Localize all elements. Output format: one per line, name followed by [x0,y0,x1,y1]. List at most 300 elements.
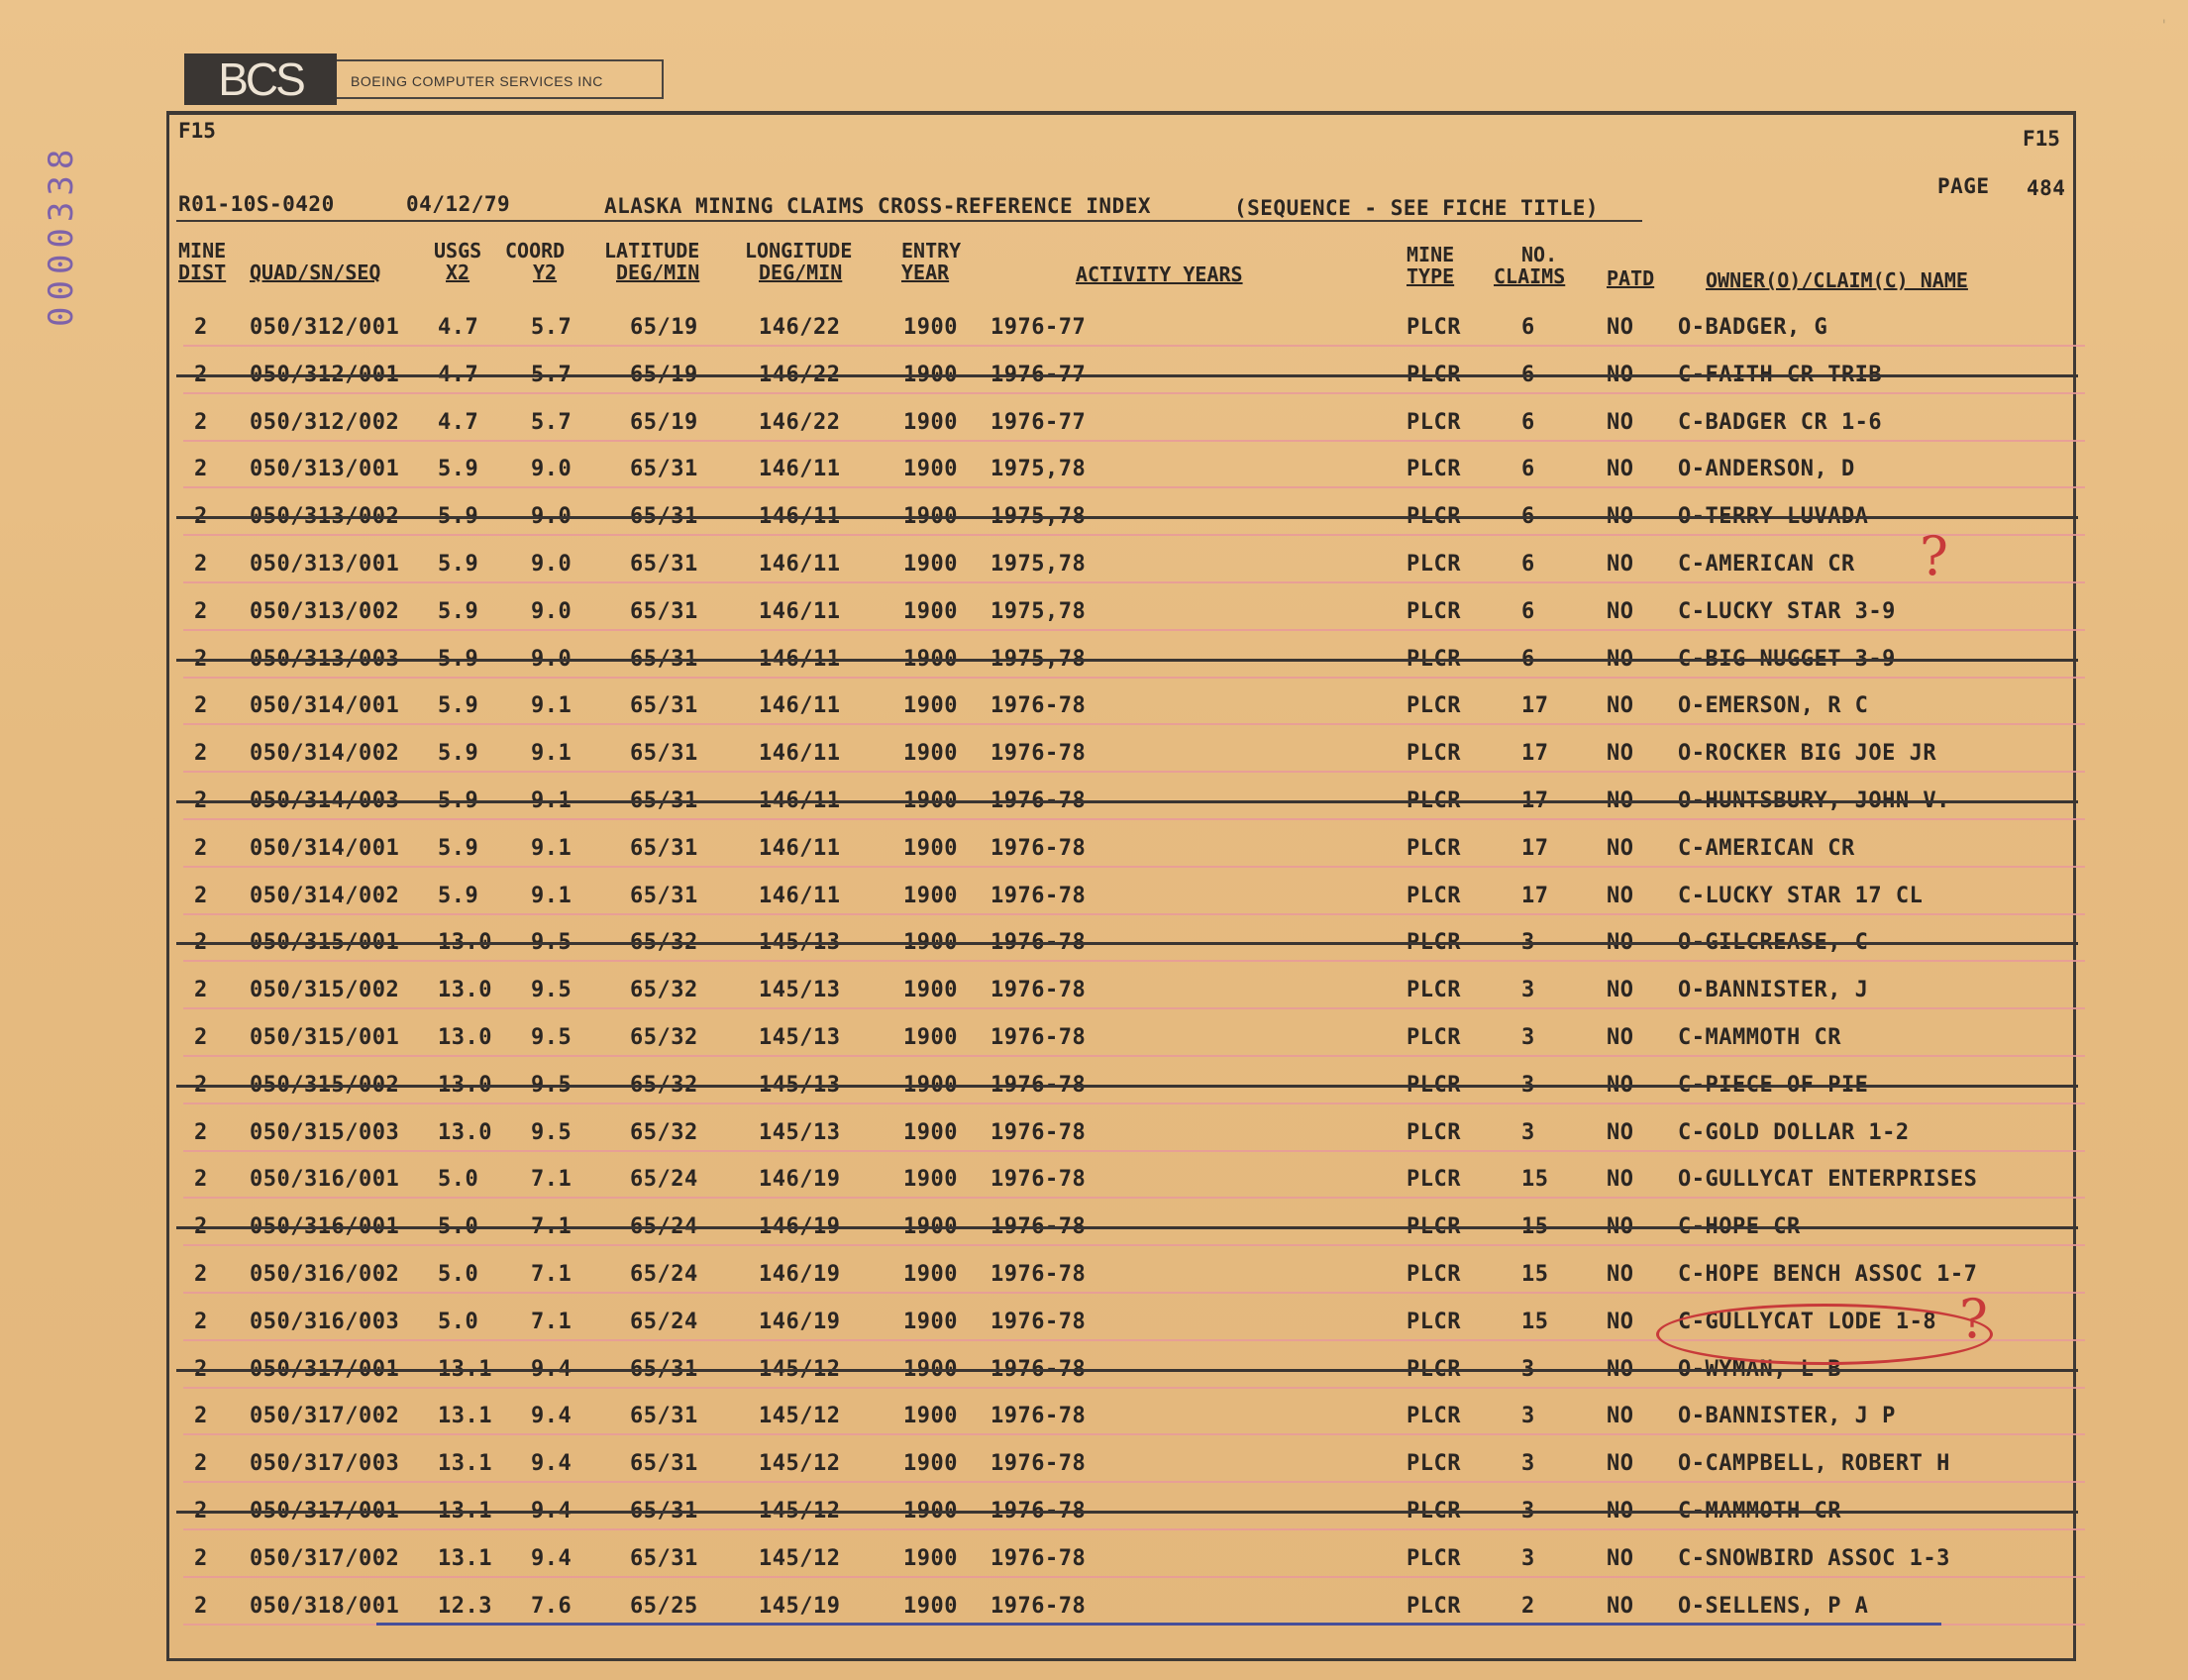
latitude-cell: 65/19 [630,363,698,387]
table-row [0,542,2188,589]
table-row [0,1536,2188,1584]
entry-year-cell: 1900 [903,1546,958,1571]
owner-claim-name-cell: C-FAITH CR TRIB [1678,363,1883,387]
ruled-line [183,960,2085,962]
col-header-year: ENTRY YEAR [901,239,962,284]
ruled-line [183,1197,2085,1199]
quad-sn-seq-cell: 050/312/001 [250,363,400,387]
company-name: BOEING COMPUTER SERVICES INC [337,59,664,99]
mine-type-cell: PLCR [1407,788,1461,813]
coord-y2-cell: 9.0 [531,599,573,624]
no-claims-cell: 17 [1521,836,1549,861]
mine-type-cell: PLCR [1407,457,1461,481]
ruled-line [183,486,2085,488]
table-row [0,589,2188,637]
no-claims-cell: 6 [1521,504,1535,529]
usgs-x2-cell: 13.1 [438,1451,492,1476]
table-row [0,968,2188,1015]
patd-cell: NO [1607,1310,1634,1334]
usgs-x2-cell: 5.9 [438,647,479,672]
report-date: 04/12/79 [406,192,511,216]
table-row [0,731,2188,779]
entry-year-cell: 1900 [903,647,958,672]
no-claims-cell: 17 [1521,884,1549,908]
blue-pen-line [376,1623,1941,1626]
entry-year-cell: 1900 [903,1404,958,1428]
coord-y2-cell: 9.1 [531,788,573,813]
usgs-x2-cell: 4.7 [438,315,479,340]
latitude-cell: 65/24 [630,1310,698,1334]
coord-y2-cell: 9.5 [531,930,573,955]
latitude-cell: 65/31 [630,504,698,529]
usgs-x2-cell: 13.1 [438,1546,492,1571]
latitude-cell: 65/32 [630,1025,698,1050]
coord-y2-cell: 9.5 [531,1120,573,1145]
sequence-stamp: 0000338 [42,143,81,327]
usgs-x2-cell: 13.1 [438,1499,492,1523]
coord-y2-cell: 7.6 [531,1594,573,1619]
longitude-cell: 145/12 [759,1499,841,1523]
mine-dist-cell: 2 [194,1262,208,1287]
activity-years-cell: 1976-78 [990,788,1087,813]
patd-cell: NO [1607,741,1634,766]
table-row [0,874,2188,921]
activity-years-cell: 1976-78 [990,836,1087,861]
activity-years-cell: 1976-78 [990,1073,1087,1098]
mine-dist-cell: 2 [194,504,208,529]
activity-years-cell: 1976-78 [990,741,1087,766]
latitude-cell: 65/24 [630,1214,698,1239]
no-claims-cell: 3 [1521,1546,1535,1571]
coord-y2-cell: 9.5 [531,978,573,1002]
mine-type-cell: PLCR [1407,504,1461,529]
mine-dist-cell: 2 [194,930,208,955]
longitude-cell: 146/11 [759,788,841,813]
no-claims-cell: 3 [1521,930,1535,955]
quad-sn-seq-cell: 050/313/003 [250,647,400,672]
patd-cell: NO [1607,1357,1634,1382]
usgs-x2-cell: 13.0 [438,978,492,1002]
bcs-logo: BCS [184,53,337,105]
activity-years-cell: 1976-78 [990,1357,1087,1382]
entry-year-cell: 1900 [903,1025,958,1050]
entry-year-cell: 1900 [903,1357,958,1382]
col-header-x2: USGS X2 [434,239,482,284]
ruled-line [183,677,2085,679]
entry-year-cell: 1900 [903,552,958,577]
ruled-line [183,771,2085,773]
quad-sn-seq-cell: 050/315/001 [250,1025,400,1050]
usgs-x2-cell: 4.7 [438,363,479,387]
ruled-line [183,392,2085,394]
mine-dist-cell: 2 [194,884,208,908]
owner-claim-name-cell: C-GULLYCAT LODE 1-8 [1678,1310,1937,1334]
patd-cell: NO [1607,1262,1634,1287]
no-claims-cell: 15 [1521,1167,1549,1192]
mine-type-cell: PLCR [1407,1167,1461,1192]
usgs-x2-cell: 13.1 [438,1357,492,1382]
report-id: R01-10S-0420 [178,192,335,216]
table-row [0,1205,2188,1252]
coord-y2-cell: 9.1 [531,836,573,861]
mine-dist-cell: 2 [194,1167,208,1192]
activity-years-cell: 1976-78 [990,1451,1087,1476]
mine-type-cell: PLCR [1407,363,1461,387]
quad-sn-seq-cell: 050/312/001 [250,315,400,340]
no-claims-cell: 17 [1521,788,1549,813]
no-claims-cell: 3 [1521,1499,1535,1523]
entry-year-cell: 1900 [903,741,958,766]
entry-year-cell: 1900 [903,363,958,387]
strike-through-line [176,942,2078,945]
table-row [0,494,2188,542]
no-claims-cell: 17 [1521,741,1549,766]
strike-through-line [176,1085,2078,1088]
mine-type-cell: PLCR [1407,693,1461,718]
mine-dist-cell: 2 [194,1546,208,1571]
table-row [0,920,2188,968]
owner-claim-name-cell: C-AMERICAN CR [1678,552,1855,577]
entry-year-cell: 1900 [903,1451,958,1476]
latitude-cell: 65/32 [630,1073,698,1098]
quad-sn-seq-cell: 050/314/003 [250,788,400,813]
latitude-cell: 65/19 [630,410,698,435]
activity-years-cell: 1976-78 [990,1404,1087,1428]
latitude-cell: 65/31 [630,1404,698,1428]
usgs-x2-cell: 5.9 [438,836,479,861]
mine-dist-cell: 2 [194,1073,208,1098]
col-header-owner: OWNER(O)/CLAIM(C) NAME [1706,268,1968,292]
mine-type-cell: PLCR [1407,884,1461,908]
table-row [0,353,2188,400]
patd-cell: NO [1607,1073,1634,1098]
patd-cell: NO [1607,1214,1634,1239]
mine-dist-cell: 2 [194,1404,208,1428]
quad-sn-seq-cell: 050/313/001 [250,552,400,577]
strike-through-line [176,1226,2078,1229]
no-claims-cell: 6 [1521,315,1535,340]
activity-years-cell: 1976-78 [990,884,1087,908]
no-claims-cell: 15 [1521,1310,1549,1334]
quad-sn-seq-cell: 050/314/002 [250,884,400,908]
owner-claim-name-cell: O-TERRY LUVADA [1678,504,1869,529]
owner-claim-name-cell: C-SNOWBIRD ASSOC 1-3 [1678,1546,1950,1571]
red-question-mark: ? [1920,525,1948,587]
ruled-line [183,818,2085,820]
entry-year-cell: 1900 [903,884,958,908]
activity-years-cell: 1976-78 [990,1214,1087,1239]
entry-year-cell: 1900 [903,1594,958,1619]
mine-type-cell: PLCR [1407,599,1461,624]
table-row [0,400,2188,448]
table-row [0,683,2188,731]
latitude-cell: 65/31 [630,788,698,813]
coord-y2-cell: 9.1 [531,693,573,718]
entry-year-cell: 1900 [903,1262,958,1287]
quad-sn-seq-cell: 050/313/002 [250,504,400,529]
mine-dist-cell: 2 [194,741,208,766]
latitude-cell: 65/24 [630,1262,698,1287]
quad-sn-seq-cell: 050/317/003 [250,1451,400,1476]
owner-claim-name-cell: O-GULLYCAT ENTERPRISES [1678,1167,1978,1192]
ruled-line [183,1055,2085,1057]
activity-years-cell: 1975,78 [990,552,1087,577]
patd-cell: NO [1607,1546,1634,1571]
table-row [0,1157,2188,1205]
ruled-line [183,723,2085,725]
no-claims-cell: 3 [1521,1357,1535,1382]
mine-dist-cell: 2 [194,1594,208,1619]
mine-type-cell: PLCR [1407,1594,1461,1619]
mine-dist-cell: 2 [194,978,208,1002]
latitude-cell: 65/31 [630,884,698,908]
latitude-cell: 65/31 [630,647,698,672]
quad-sn-seq-cell: 050/315/003 [250,1120,400,1145]
patd-cell: NO [1607,457,1634,481]
table-row [0,1110,2188,1158]
fiche-code-right: F15 [2023,127,2060,151]
usgs-x2-cell: 13.0 [438,1120,492,1145]
coord-y2-cell: 9.4 [531,1404,573,1428]
owner-claim-name-cell: C-GOLD DOLLAR 1-2 [1678,1120,1910,1145]
table-row [0,1489,2188,1536]
patd-cell: NO [1607,884,1634,908]
longitude-cell: 145/12 [759,1546,841,1571]
usgs-x2-cell: 4.7 [438,410,479,435]
activity-years-cell: 1976-78 [990,1594,1087,1619]
mine-type-cell: PLCR [1407,410,1461,435]
col-header-patd: PATD [1607,266,1655,290]
quad-sn-seq-cell: 050/317/002 [250,1546,400,1571]
red-question-mark-2: ? [1959,1288,1988,1350]
patd-cell: NO [1607,1499,1634,1523]
patd-cell: NO [1607,504,1634,529]
corner-tick: ' [2159,18,2168,34]
patd-cell: NO [1607,1120,1634,1145]
activity-years-cell: 1975,78 [990,457,1087,481]
strike-through-line [176,659,2078,662]
coord-y2-cell: 9.4 [531,1357,573,1382]
longitude-cell: 146/19 [759,1214,841,1239]
table-row [0,779,2188,826]
longitude-cell: 145/13 [759,1025,841,1050]
usgs-x2-cell: 13.0 [438,930,492,955]
strike-through-line [176,374,2078,377]
ruled-line [183,534,2085,536]
no-claims-cell: 6 [1521,457,1535,481]
owner-claim-name-cell: O-GILCREASE, C [1678,930,1869,955]
activity-years-cell: 1976-78 [990,1262,1087,1287]
quad-sn-seq-cell: 050/314/001 [250,693,400,718]
coord-y2-cell: 9.0 [531,552,573,577]
latitude-cell: 65/31 [630,693,698,718]
owner-claim-name-cell: C-BADGER CR 1-6 [1678,410,1883,435]
coord-y2-cell: 7.1 [531,1262,573,1287]
col-header-type: MINE TYPE [1407,243,1455,288]
coord-y2-cell: 9.4 [531,1499,573,1523]
mine-type-cell: PLCR [1407,1451,1461,1476]
activity-years-cell: 1975,78 [990,647,1087,672]
coord-y2-cell: 5.7 [531,410,573,435]
owner-claim-name-cell: C-BIG NUGGET 3-9 [1678,647,1896,672]
ruled-line [183,1387,2085,1389]
ruled-line [183,581,2085,583]
mine-dist-cell: 2 [194,457,208,481]
mine-dist-cell: 2 [194,1310,208,1334]
activity-years-cell: 1976-78 [990,1546,1087,1571]
usgs-x2-cell: 5.9 [438,788,479,813]
entry-year-cell: 1900 [903,457,958,481]
no-claims-cell: 6 [1521,363,1535,387]
owner-claim-name-cell: O-ROCKER BIG JOE JR [1678,741,1937,766]
red-circle-annotation [1656,1304,1993,1365]
usgs-x2-cell: 5.9 [438,741,479,766]
mine-type-cell: PLCR [1407,1073,1461,1098]
entry-year-cell: 1900 [903,1120,958,1145]
owner-claim-name-cell: O-WYMAN, L B [1678,1357,1841,1382]
mine-dist-cell: 2 [194,693,208,718]
no-claims-cell: 6 [1521,647,1535,672]
report-title: ALASKA MINING CLAIMS CROSS-REFERENCE INDEX [604,194,1152,218]
longitude-cell: 146/11 [759,504,841,529]
owner-claim-name-cell: C-HOPE CR [1678,1214,1801,1239]
activity-years-cell: 1976-78 [990,978,1087,1002]
longitude-cell: 145/12 [759,1404,841,1428]
owner-claim-name-cell: O-SELLENS, P A [1678,1594,1869,1619]
owner-claim-name-cell: O-ANDERSON, D [1678,457,1855,481]
owner-claim-name-cell: C-HOPE BENCH ASSOC 1-7 [1678,1262,1978,1287]
activity-years-cell: 1976-78 [990,1025,1087,1050]
entry-year-cell: 1900 [903,1167,958,1192]
longitude-cell: 146/11 [759,552,841,577]
owner-claim-name-cell: C-LUCKY STAR 3-9 [1678,599,1896,624]
owner-claim-name-cell: O-BANNISTER, J [1678,978,1869,1002]
strike-through-line [176,800,2078,803]
col-header-claims: NO. CLAIMS [1494,243,1566,288]
activity-years-cell: 1976-78 [990,693,1087,718]
no-claims-cell: 3 [1521,1025,1535,1050]
mine-dist-cell: 2 [194,836,208,861]
entry-year-cell: 1900 [903,1214,958,1239]
table-row [0,826,2188,874]
coord-y2-cell: 9.5 [531,1025,573,1050]
quad-sn-seq-cell: 050/317/001 [250,1499,400,1523]
quad-sn-seq-cell: 050/316/001 [250,1214,400,1239]
ruled-line [183,1007,2085,1009]
entry-year-cell: 1900 [903,599,958,624]
no-claims-cell: 15 [1521,1262,1549,1287]
table-row [0,1441,2188,1489]
longitude-cell: 146/11 [759,457,841,481]
activity-years-cell: 1975,78 [990,504,1087,529]
entry-year-cell: 1900 [903,315,958,340]
longitude-cell: 146/11 [759,693,841,718]
quad-sn-seq-cell: 050/317/002 [250,1404,400,1428]
patd-cell: NO [1607,599,1634,624]
coord-y2-cell: 7.1 [531,1214,573,1239]
no-claims-cell: 3 [1521,1073,1535,1098]
usgs-x2-cell: 5.9 [438,599,479,624]
mine-dist-cell: 2 [194,1357,208,1382]
coord-y2-cell: 9.1 [531,884,573,908]
no-claims-cell: 3 [1521,1120,1535,1145]
coord-y2-cell: 9.4 [531,1546,573,1571]
ruled-line [183,629,2085,631]
usgs-x2-cell: 5.0 [438,1262,479,1287]
usgs-x2-cell: 12.3 [438,1594,492,1619]
report-sequence: (SEQUENCE - SEE FICHE TITLE) [1234,196,1600,220]
patd-cell: NO [1607,1404,1634,1428]
quad-sn-seq-cell: 050/315/001 [250,930,400,955]
quad-sn-seq-cell: 050/318/001 [250,1594,400,1619]
usgs-x2-cell: 5.0 [438,1214,479,1239]
owner-claim-name-cell: C-PIECE OF PIE [1678,1073,1869,1098]
longitude-cell: 145/13 [759,930,841,955]
owner-claim-name-cell: O-BADGER, G [1678,315,1828,340]
mine-type-cell: PLCR [1407,1310,1461,1334]
latitude-cell: 65/32 [630,930,698,955]
coord-y2-cell: 5.7 [531,363,573,387]
mine-type-cell: PLCR [1407,1120,1461,1145]
patd-cell: NO [1607,1594,1634,1619]
no-claims-cell: 6 [1521,552,1535,577]
col-header-lon: LONGITUDE DEG/MIN [745,239,853,284]
mine-dist-cell: 2 [194,788,208,813]
activity-years-cell: 1976-78 [990,1310,1087,1334]
longitude-cell: 145/12 [759,1357,841,1382]
no-claims-cell: 15 [1521,1214,1549,1239]
patd-cell: NO [1607,363,1634,387]
header-rule [176,220,1642,222]
usgs-x2-cell: 13.0 [438,1073,492,1098]
latitude-cell: 65/25 [630,1594,698,1619]
latitude-cell: 65/32 [630,978,698,1002]
activity-years-cell: 1976-77 [990,315,1087,340]
owner-claim-name-cell: O-CAMPBELL, ROBERT H [1678,1451,1950,1476]
ruled-line [183,1528,2085,1530]
entry-year-cell: 1900 [903,1310,958,1334]
longitude-cell: 146/11 [759,647,841,672]
latitude-cell: 65/19 [630,315,698,340]
latitude-cell: 65/31 [630,552,698,577]
mine-type-cell: PLCR [1407,552,1461,577]
table-row [0,637,2188,684]
mine-type-cell: PLCR [1407,1357,1461,1382]
mine-dist-cell: 2 [194,410,208,435]
activity-years-cell: 1976-77 [990,410,1087,435]
quad-sn-seq-cell: 050/316/002 [250,1262,400,1287]
coord-y2-cell: 7.1 [531,1167,573,1192]
mine-type-cell: PLCR [1407,930,1461,955]
longitude-cell: 146/19 [759,1262,841,1287]
entry-year-cell: 1900 [903,788,958,813]
latitude-cell: 65/31 [630,1546,698,1571]
entry-year-cell: 1900 [903,978,958,1002]
entry-year-cell: 1900 [903,504,958,529]
mine-type-cell: PLCR [1407,1499,1461,1523]
activity-years-cell: 1975,78 [990,599,1087,624]
entry-year-cell: 1900 [903,1073,958,1098]
coord-y2-cell: 9.0 [531,457,573,481]
usgs-x2-cell: 13.0 [438,1025,492,1050]
mine-type-cell: PLCR [1407,978,1461,1002]
usgs-x2-cell: 5.9 [438,693,479,718]
table-row [0,1015,2188,1063]
quad-sn-seq-cell: 050/317/001 [250,1357,400,1382]
usgs-x2-cell: 5.9 [438,552,479,577]
owner-claim-name-cell: O-HUNTSBURY, JOHN V. [1678,788,1950,813]
usgs-x2-cell: 13.1 [438,1404,492,1428]
